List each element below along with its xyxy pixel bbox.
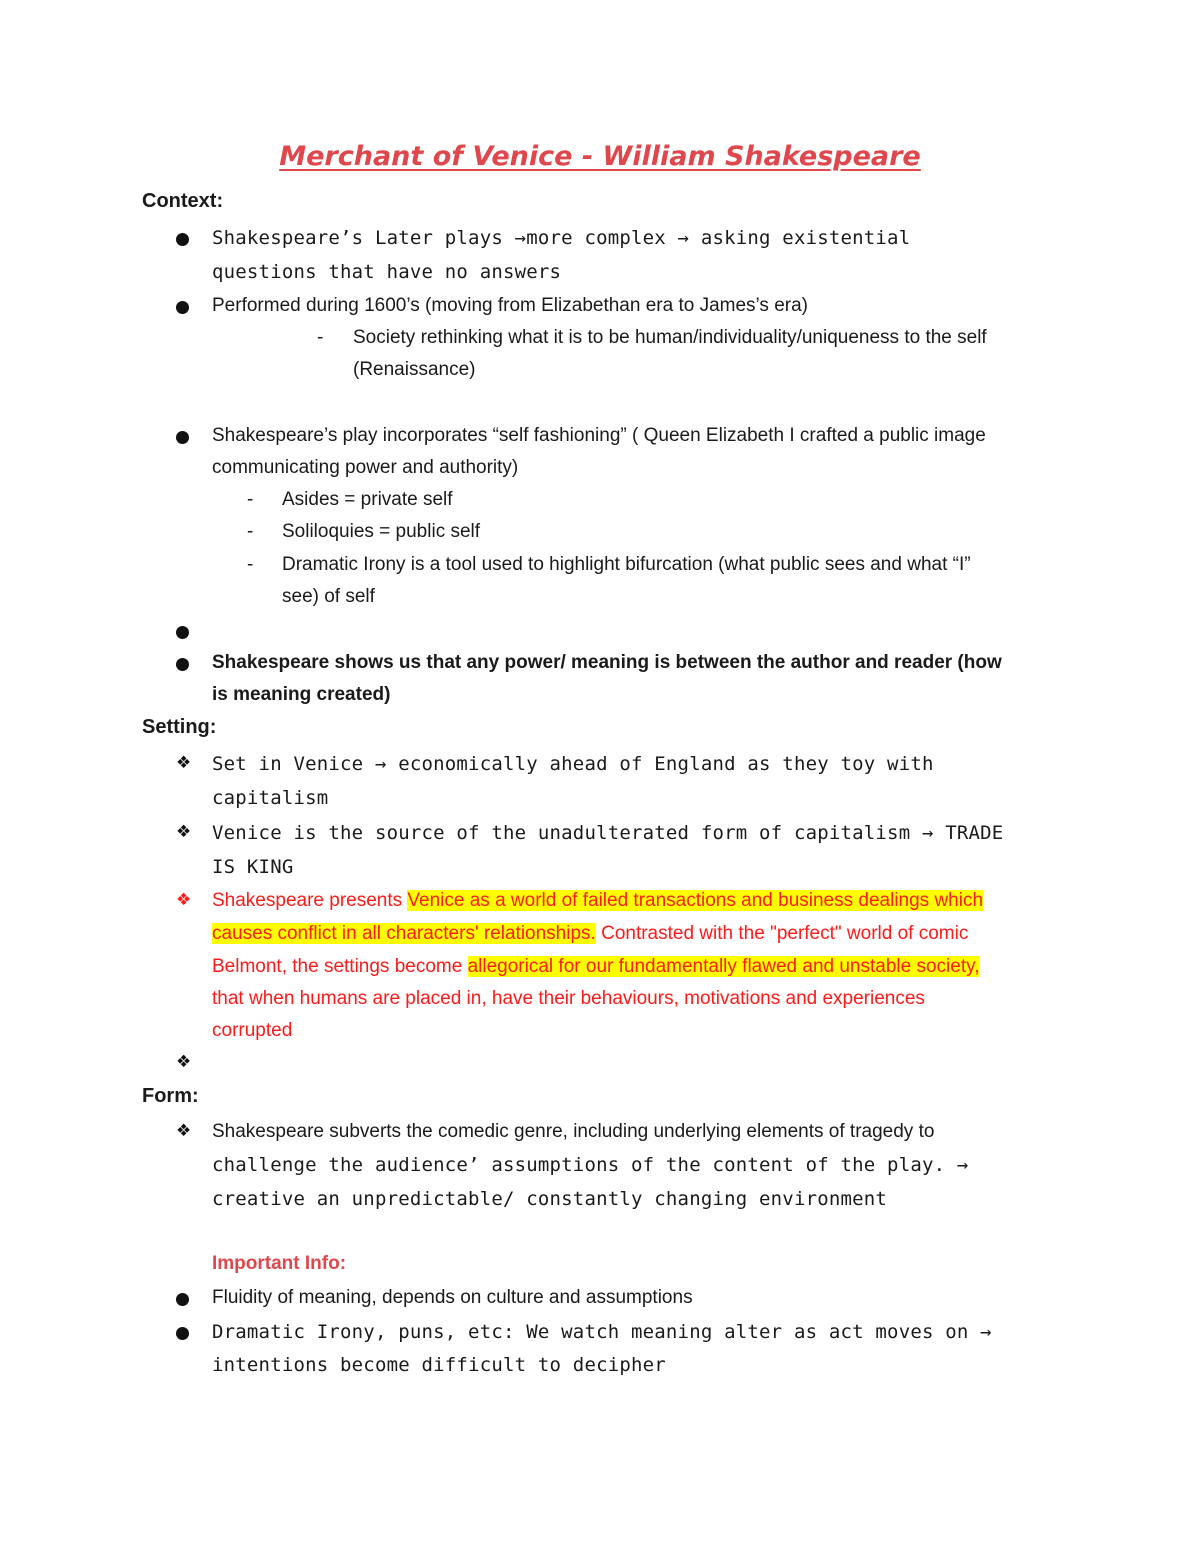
setting-bullet-3-line-2: [212, 922, 968, 946]
document-title: Merchant of Venice - William Shakespeare: [279, 141, 921, 172]
context-bullet-1-line-1: Shakespeare’s Later plays →more complex → asking existential: [212, 227, 911, 249]
form-heading: Form:: [142, 1085, 199, 1107]
setting-bullet-2-line-2: IS KING: [212, 856, 294, 878]
form-bullet-1-line-3: creative an unpredictable/ constantly changing environment: [212, 1188, 888, 1210]
important-bullet-1: Fluidity of meaning, depends on culture and assumptions: [212, 1287, 693, 1308]
highlighted-text: allegorical for our fundamentally flawed and unstable society,: [467, 956, 980, 977]
diamond-bullet-icon: ❖: [176, 1052, 192, 1072]
context-sub-irony-line-1: Dramatic Irony is a tool used to highlight bifurcation (what public sees and what “I”: [282, 554, 971, 575]
context-bullet-2: Performed during 1600’s (moving from Elizabethan era to James’s era): [212, 295, 808, 316]
highlighted-text: causes conflict in all characters' relationships.: [212, 923, 596, 944]
form-bullet-1-line-1: Shakespeare subverts the comedic genre, including underlying elements of tragedy to: [212, 1121, 935, 1142]
context-sub-soliloquies: Soliloquies = public self: [282, 521, 481, 542]
bullet-dot-icon: [176, 233, 189, 246]
dash-bullet: -: [317, 327, 324, 348]
setting-bullet-3-line-3: [212, 955, 979, 979]
highlighted-text: Venice as a world of failed transactions and business dealings which: [407, 890, 984, 911]
important-info-heading: Important Info:: [212, 1253, 347, 1274]
important-bullet-2-line-2: intentions become difficult to decipher: [212, 1354, 666, 1376]
setting-bullet-3-line-5: corrupted: [212, 1020, 293, 1041]
diamond-bullet-icon: ❖: [176, 890, 192, 910]
bullet-dot-icon: [176, 626, 189, 639]
context-bullet-3-line-2: communicating power and authority): [212, 457, 519, 478]
dash-bullet: -: [247, 554, 254, 575]
setting-bullet-3-text: Shakespeare presents: [212, 890, 408, 911]
context-heading: Context:: [142, 190, 224, 212]
setting-bullet-3-line-4: that when humans are placed in, have their behaviours, motivations and experiences: [212, 988, 925, 1009]
setting-bullet-2-line-1: Venice is the source of the unadulterated form of capitalism → TRADE: [212, 822, 1004, 844]
bullet-dot-icon: [176, 658, 189, 671]
setting-heading: Setting:: [142, 716, 217, 738]
dash-bullet: -: [247, 489, 254, 510]
context-sub-asides: Asides = private self: [282, 489, 453, 510]
context-sub-1-line-2: (Renaissance): [353, 359, 476, 380]
context-bullet-3-line-1: Shakespeare’s play incorporates “self fashioning” ( Queen Elizabeth I crafted a public image: [212, 425, 986, 446]
setting-bullet-3-text: Contrasted with the "perfect" world of comic: [595, 923, 969, 944]
context-sub-irony-line-2: see) of self: [282, 586, 375, 607]
context-sub-1-line-1: Society rethinking what it is to be human/individuality/uniqueness to the self: [353, 327, 987, 348]
bullet-dot-icon: [176, 431, 189, 444]
form-bullet-1-line-2: challenge the audience’ assumptions of the content of the play. →: [212, 1154, 969, 1176]
dash-bullet: -: [247, 521, 254, 542]
bullet-dot-icon: [176, 1327, 189, 1340]
setting-bullet-1-line-2: capitalism: [212, 787, 329, 809]
bullet-dot-icon: [176, 301, 189, 314]
context-bullet-5-line-1: Shakespeare shows us that any power/ meaning is between the author and reader (how: [212, 652, 1002, 673]
context-bullet-1-line-2: questions that have no answers: [212, 261, 562, 283]
important-bullet-2-line-1: Dramatic Irony, puns, etc: We watch meaning alter as act moves on →: [212, 1321, 992, 1343]
diamond-bullet-icon: ❖: [176, 822, 192, 842]
diamond-bullet-icon: ❖: [176, 753, 192, 773]
diamond-bullet-icon: ❖: [176, 1121, 192, 1141]
setting-bullet-3-line-1: [212, 889, 983, 913]
setting-bullet-1-line-1: Set in Venice → economically ahead of England as they toy with: [212, 753, 934, 775]
bullet-dot-icon: [176, 1293, 189, 1306]
setting-bullet-3-text: Belmont, the settings become: [212, 956, 468, 977]
context-bullet-5-line-2: is meaning created): [212, 684, 391, 705]
